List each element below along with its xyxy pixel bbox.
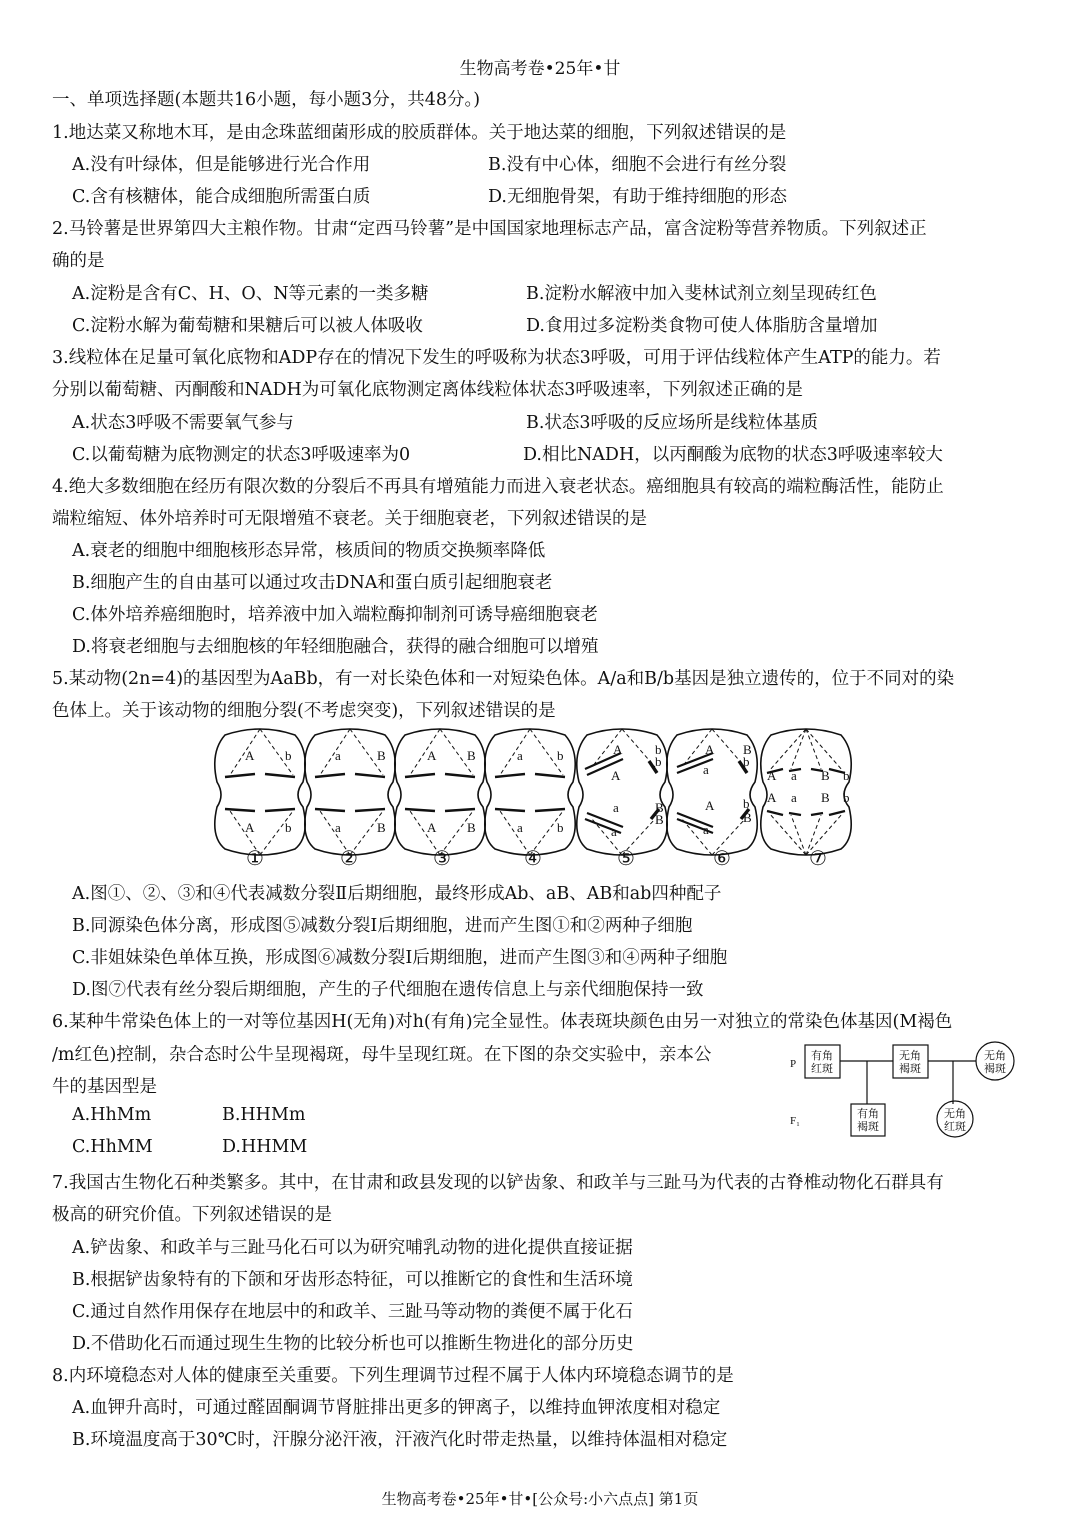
gene-label: a <box>613 800 619 815</box>
gene-label: A <box>245 820 255 835</box>
gene-label: a <box>703 822 709 837</box>
q5-option-d: D.图⑦代表有丝分裂后期细胞，产生的子代细胞在遗传信息上与亲代细胞保持一致 <box>72 980 704 1000</box>
gene-label: A <box>767 768 777 783</box>
q5-stem-line1: 5.某动物(2n=4)的基因型为AaBb，有一对长染色体和一对短染色体。A/a和B/b基因是独立遗传的，位于不同对的染 <box>52 669 955 689</box>
q2-stem-line2: 确的是 <box>52 251 105 271</box>
q6-stem-line3: 牛的基因型是 <box>52 1077 157 1097</box>
q4-stem-line2: 端粒缩短、体外培养时可无限增殖不衰老。关于细胞衰老，下列叙述错误的是 <box>52 509 647 529</box>
q2-option-a: A.淀粉是含有C、H、O、N等元素的一类多糖 <box>72 284 429 304</box>
q1-option-b: B.没有中心体，细胞不会进行有丝分裂 <box>488 155 787 175</box>
gene-label: B <box>821 768 830 783</box>
q5-option-a: A.图①、②、③和④代表减数分裂Ⅱ后期细胞，最终形成Ab、aB、AB和ab四种配子 <box>72 884 722 904</box>
gene-label: b <box>743 754 750 769</box>
q7-option-d: D.不借助化石而通过现生生物的比较分析也可以推断生物进化的部分历史 <box>72 1334 634 1354</box>
parent-1-trait2: 红斑 <box>811 1063 833 1075</box>
q6-option-d: D.HHMM <box>222 1137 308 1157</box>
q5-stem-line2: 色体上。关于该动物的细胞分裂(不考虑突变)，下列叙述错误的是 <box>52 701 556 721</box>
q1-option-a: A.没有叶绿体，但是能够进行光合作用 <box>72 155 371 175</box>
q4-stem-line1: 4.绝大多数细胞在经历有限次数的分裂后不再具有增殖能力而进入衰老状态。癌细胞具有较高的端粒酶活性，能防止 <box>52 477 944 497</box>
gene-label: B <box>655 812 664 827</box>
offspring-1-trait1: 有角 <box>857 1108 879 1120</box>
q6-option-b: B.HHMm <box>222 1105 306 1125</box>
q3-stem-line2: 分别以葡萄糖、丙酮酸和NADH为可氧化底物测定离体线粒体状态3呼吸速率，下列叙述正确的是 <box>52 380 803 400</box>
parent-3-trait1: 无角 <box>984 1050 1006 1062</box>
gene-label: b <box>285 748 292 763</box>
gene-label: b <box>655 742 662 757</box>
figure-label-7: ⑦ <box>809 846 827 870</box>
gene-label: A <box>427 748 437 763</box>
gene-label: B <box>743 742 752 757</box>
parent-1-trait1: 有角 <box>811 1050 833 1062</box>
figure-label-4: ④ <box>524 846 542 870</box>
gene-label: B <box>821 790 830 805</box>
q2-option-b: B.淀粉水解液中加入斐林试剂立刻呈现砖红色 <box>526 284 877 304</box>
q7-option-b: B.根据铲齿象特有的下颌和牙齿形态特征，可以推断它的食性和生活环境 <box>72 1270 633 1290</box>
gene-label: a <box>517 820 523 835</box>
gene-label: B <box>743 810 752 825</box>
gene-label: B <box>467 820 476 835</box>
offspring-2-trait2: 红斑 <box>944 1121 966 1133</box>
figure-label-1: ① <box>246 846 264 870</box>
q1-option-c: C.含有核糖体，能合成细胞所需蛋白质 <box>72 187 371 207</box>
q7-option-c: C.通过自然作用保存在地层中的和政羊、三趾马等动物的粪便不属于化石 <box>72 1302 633 1322</box>
parent-3-trait2: 褐斑 <box>984 1063 1006 1075</box>
page-footer: 生物高考卷•25年•甘•[公众号:小六点点] 第1页 <box>381 1490 699 1508</box>
figure-label-2: ② <box>340 846 358 870</box>
q4-option-a: A.衰老的细胞中细胞核形态异常，核质间的物质交换频率降低 <box>72 541 546 561</box>
figure-label-6: ⑥ <box>713 846 731 870</box>
gene-label: b <box>843 790 850 805</box>
gene-label: b <box>557 748 564 763</box>
gene-label: a <box>335 748 341 763</box>
cell-1-diagram <box>215 729 305 855</box>
gene-label: A <box>767 790 777 805</box>
q6-stem-line2: /m红色)控制，杂合态时公牛呈现褐斑，母牛呈现红斑。在下图的杂交实验中，亲本公 <box>52 1045 712 1065</box>
q6-stem-line1: 6.某种牛常染色体上的一对等位基因H(无角)对h(有角)完全显性。体表斑块颜色由另一对独立的常染色体基因(M褐色 <box>52 1012 953 1032</box>
q7-option-a: A.铲齿象、和政羊与三趾马化石可以为研究哺乳动物的进化提供直接证据 <box>72 1238 633 1258</box>
q8-stem: 8.内环境稳态对人体的健康至关重要。下列生理调节过程不属于人体内环境稳态调节的是 <box>52 1366 734 1386</box>
q6-option-a: A.HhMm <box>72 1105 152 1125</box>
gene-label: b <box>743 796 750 811</box>
gene-label: a <box>791 790 797 805</box>
gene-label: b <box>655 754 662 769</box>
gen-p-label: P <box>789 1058 797 1070</box>
q1-option-d: D.无细胞骨架，有助于维持细胞的形态 <box>488 187 787 207</box>
q3-option-d: D.相比NADH，以丙酮酸为底物的状态3呼吸速率较大 <box>523 445 943 465</box>
q4-option-d: D.将衰老细胞与去细胞核的年轻细胞融合，获得的融合细胞可以增殖 <box>72 637 599 657</box>
gene-label: a <box>611 824 617 839</box>
gene-label: b <box>285 820 292 835</box>
figure-label-3: ③ <box>433 846 451 870</box>
offspring-1-trait2: 褐斑 <box>857 1121 879 1133</box>
gen-f1-label: F₁ <box>790 1115 800 1127</box>
q3-option-b: B.状态3呼吸的反应场所是线粒体基质 <box>526 413 819 433</box>
gene-label: B <box>655 800 664 815</box>
q4-option-c: C.体外培养癌细胞时，培养液中加入端粒酶抑制剂可诱导癌细胞衰老 <box>72 605 598 625</box>
gene-label: A <box>613 742 623 757</box>
gene-label: a <box>335 820 341 835</box>
q6-option-c: C.HhMM <box>72 1137 153 1157</box>
q1-stem: 1.地达菜又称地木耳，是由念珠蓝细菌形成的胶质群体。关于地达菜的细胞，下列叙述错误的是 <box>52 123 787 143</box>
pedigree-diagram <box>785 1040 1035 1140</box>
q2-option-c: C.淀粉水解为葡萄糖和果糖后可以被人体吸收 <box>72 316 423 336</box>
gene-label: A <box>705 742 715 757</box>
gene-label: a <box>791 768 797 783</box>
q3-option-c: C.以葡萄糖为底物测定的状态3呼吸速率为0 <box>72 445 411 465</box>
q5-option-c: C.非姐妹染色单体互换，形成图⑥减数分裂Ⅰ后期细胞，进而产生图③和④两种子细胞 <box>72 948 728 968</box>
gene-label: a <box>703 762 709 777</box>
page-title: 生物高考卷•25年•甘 <box>459 59 621 79</box>
q4-option-b: B.细胞产生的自由基可以通过攻击DNA和蛋白质引起细胞衰老 <box>72 573 553 593</box>
q2-stem-line1: 2.马铃薯是世界第四大主粮作物。甘肃“定西马铃薯”是中国国家地理标志产品，富含淀粉等营养物质。下列叙述正 <box>52 219 927 239</box>
q8-option-b: B.环境温度高于30℃时，汗腺分泌汗液，汗液汽化时带走热量，以维持体温相对稳定 <box>72 1430 728 1450</box>
gene-label: a <box>517 748 523 763</box>
q3-stem-line1: 3.线粒体在足量可氧化底物和ADP存在的情况下发生的呼吸称为状态3呼吸，可用于评估线粒体产生ATP的能力。若 <box>52 348 941 368</box>
gene-label: B <box>377 748 386 763</box>
gene-label: B <box>377 820 386 835</box>
gene-label: A <box>611 768 621 783</box>
q2-option-d: D.食用过多淀粉类食物可使人体脂肪含量增加 <box>526 316 878 336</box>
gene-label: A <box>427 820 437 835</box>
gene-label: b <box>843 768 850 783</box>
gene-label: A <box>245 748 255 763</box>
offspring-2-trait1: 无角 <box>944 1108 966 1120</box>
section-heading: 一、单项选择题(本题共16小题，每小题3分，共48分。) <box>52 90 481 110</box>
q8-option-a: A.血钾升高时，可通过醛固酮调节肾脏排出更多的钾离子，以维持血钾浓度相对稳定 <box>72 1398 721 1418</box>
q7-stem-line2: 极高的研究价值。下列叙述错误的是 <box>52 1205 332 1225</box>
q5-option-b: B.同源染色体分离，形成图⑤减数分裂Ⅰ后期细胞，进而产生图①和②两种子细胞 <box>72 916 693 936</box>
q7-stem-line1: 7.我国古生物化石种类繁多。其中，在甘肃和政县发现的以铲齿象、和政羊与三趾马为代表的古脊椎动物化石群具有 <box>52 1173 944 1193</box>
parent-2-trait1: 无角 <box>899 1050 921 1062</box>
gene-label: B <box>467 748 476 763</box>
gene-label: A <box>705 798 715 813</box>
q3-option-a: A.状态3呼吸不需要氧气参与 <box>72 413 294 433</box>
parent-2-trait2: 褐斑 <box>899 1063 921 1075</box>
figure-label-5: ⑤ <box>617 846 635 870</box>
gene-label: b <box>557 820 564 835</box>
